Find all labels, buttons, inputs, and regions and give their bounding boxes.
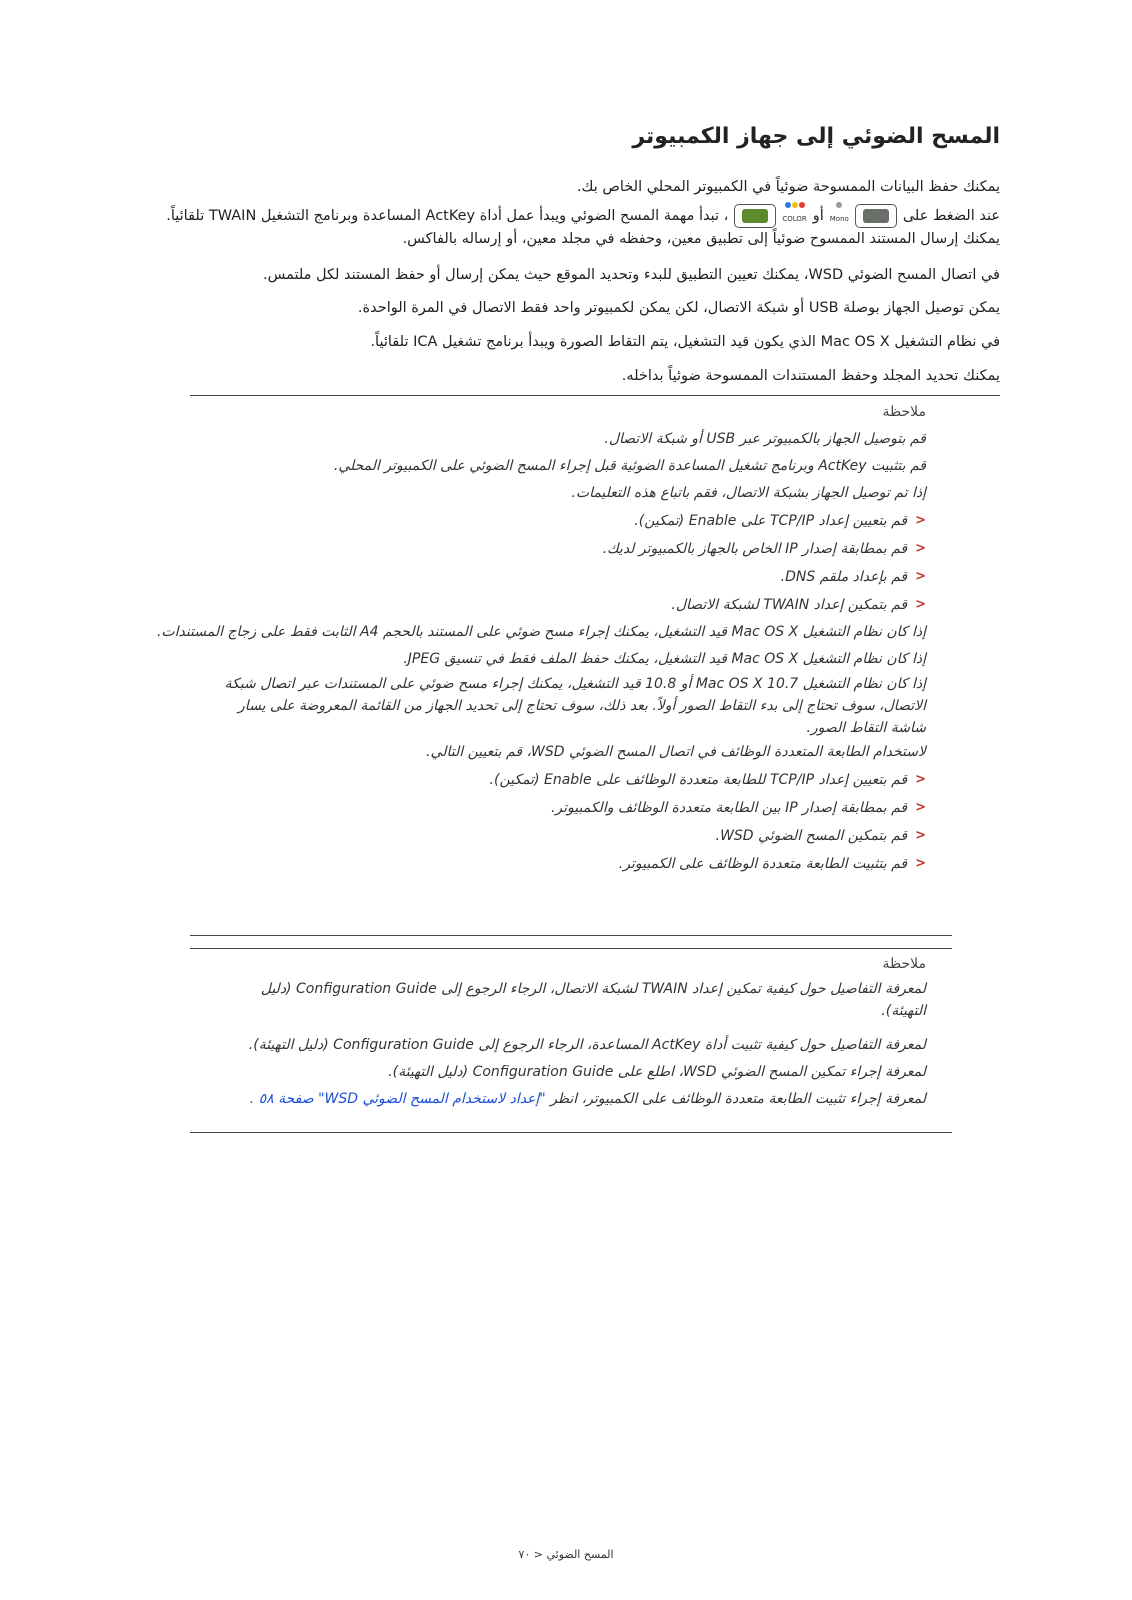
color-scan-button-icon xyxy=(734,204,776,228)
network-bullet-3: < قم بإعداد ملقم DNS. xyxy=(182,563,926,591)
note-section xyxy=(156,404,926,878)
note-line-1: قم بتوصيل الجهاز بالكمبيوتر عبر USB أو شبكة الاتصال. xyxy=(604,431,926,447)
divider-bottom xyxy=(190,1132,952,1133)
note-line-3: إذا تم توصيل الجهاز بشبكة الاتصال، فقم باتباع هذه التعليمات. xyxy=(571,485,926,501)
wsd-bullet-2: < قم بمطابقة إصدار IP بين الطابعة متعددة الوظائف والكمبيوتر. xyxy=(182,794,926,822)
note-mac-107-line-3: شاشة التقاط الصور. xyxy=(806,720,926,736)
intro-paragraph-3: يمكنك إرسال المستند الممسوح ضوئياً إلى تطبيق معين، وحفظه في مجلد معين، أو إرساله بالفاكس. xyxy=(402,231,1000,247)
wsd-bullet-4: < قم بتثبيت الطابعة متعددة الوظائف على الكمبيوتر. xyxy=(182,850,926,878)
wsd-setup-link[interactable]: "إعداد لاستخدام المسح الضوئي WSD" صفحة ٥٨ . xyxy=(249,1091,546,1107)
chevron-bullet-icon: < xyxy=(915,772,926,787)
intro-p2-end: ، تبدأ مهمة المسح الضوئي ويبدأ عمل أداة ActKey المساعدة وبرنامج التشغيل TWAIN تلقائياً. xyxy=(166,208,729,224)
note-mac-a4: إذا كان نظام التشغيل Mac OS X قيد التشغيل، يمكنك إجراء مسح ضوئي على المستند بالحجم A4 الثابت فقط على زجاج المستندات. xyxy=(156,624,926,640)
divider-middle-2 xyxy=(190,948,952,949)
intro-paragraph-1: يمكنك حفظ البيانات الممسوحة ضوئياً في الكمبيوتر المحلي الخاص بك. xyxy=(576,179,1000,195)
chevron-bullet-icon: < xyxy=(915,513,926,528)
chevron-bullet-icon: < xyxy=(915,597,926,612)
memo-line-1a: لمعرفة التفاصيل حول كيفية تمكين إعداد TWAIN لشبكة الاتصال، الرجاء الرجوع إلى Configuration Guide (دليل xyxy=(260,981,926,997)
wsd-bullet-3: < قم بتمكين المسح الضوئي WSD. xyxy=(182,822,926,850)
divider-middle-1 xyxy=(190,935,952,936)
memo-line-2: لمعرفة التفاصيل حول كيفية تثبيت أداة ActKey المساعدة، الرجاء الرجوع إلى Configuration Guide (دليل التهيئة). xyxy=(248,1037,926,1053)
note-line-2: قم بتثبيت ActKey وبرنامج تشغيل المساعدة الضوئية قبل إجراء المسح الضوئي على الكمبيوتر المحلي. xyxy=(333,458,926,474)
note-mac-107-line-2: الاتصال، سوف تحتاج إلى بدء التقاط الصور أولاً. بعد ذلك، سوف تحتاج إلى تحديد الجهاز من القائمة المعروضة على يسار xyxy=(238,698,926,714)
note-heading: ملاحظة xyxy=(882,404,926,420)
memo-section xyxy=(182,956,926,1113)
intro-p2-or: أو xyxy=(812,208,824,224)
chevron-bullet-icon: < xyxy=(915,569,926,584)
network-bullet-4: < قم بتمكين إعداد TWAIN لشبكة الاتصال. xyxy=(182,591,926,619)
note-wsd-intro: لاستخدام الطابعة المتعددة الوظائف في اتصال المسح الضوئي WSD، قم بتعيين التالي. xyxy=(426,744,926,760)
divider-top xyxy=(190,395,1000,396)
wsd-paragraph: في اتصال المسح الضوئي WSD، يمكنك تعيين التطبيق للبدء وتحديد الموقع حيث يمكن إرسال أو حفظ المستند لكل ملتمس. xyxy=(262,267,1000,283)
chevron-bullet-icon: < xyxy=(915,828,926,843)
note-mac-107-line-1: إذا كان نظام التشغيل Mac OS X 10.7 أو 10.8 قيد التشغيل، يمكنك إجراء مسح ضوئي على المستندات عبر اتصال شبكة xyxy=(224,676,926,692)
chevron-bullet-icon: < xyxy=(915,541,926,556)
folder-paragraph: يمكنك تحديد المجلد وحفظ المستندات الممسوحة ضوئياً بداخله. xyxy=(621,368,1000,384)
intro-paragraph-2 xyxy=(130,202,1000,230)
memo-heading: ملاحظة xyxy=(882,956,926,972)
color-caption: COLOR xyxy=(782,202,806,230)
chevron-bullet-icon: < xyxy=(915,856,926,871)
page-footer xyxy=(0,1548,1132,1561)
network-bullet-2: < قم بمطابقة إصدار IP الخاص بالجهاز بالكمبيوتر لديك. xyxy=(182,535,926,563)
wsd-bullet-1: < قم بتعيين إعداد TCP/IP للطابعة متعددة الوظائف على Enable (تمكين). xyxy=(182,766,926,794)
page-title: المسح الضوئي إلى جهاز الكمبيوتر xyxy=(632,124,1000,149)
note-mac-jpeg: إذا كان نظام التشغيل Mac OS X قيد التشغيل، يمكنك حفظ الملف فقط في تنسيق JPEG. xyxy=(403,651,926,667)
memo-line-1b: التهيئة). xyxy=(881,1003,926,1019)
footer-label: المسح الضوئي xyxy=(546,1548,614,1561)
memo-line-4 xyxy=(182,1086,926,1113)
mono-scan-button-icon xyxy=(855,204,897,228)
page-number: ٧٠ xyxy=(518,1548,531,1561)
network-bullet-1: < قم بتعيين إعداد TCP/IP على Enable (تمكين). xyxy=(182,507,926,535)
mono-caption: Mono xyxy=(830,202,849,230)
memo-line-4-text: لمعرفة إجراء تثبيت الطابعة متعددة الوظائف على الكمبيوتر، انظر xyxy=(550,1091,926,1107)
usb-paragraph: يمكن توصيل الجهاز بوصلة USB أو شبكة الاتصال، لكن يمكن لكمبيوتر واحد فقط الاتصال في المرة الواحدة. xyxy=(357,300,1000,316)
chevron-bullet-icon: < xyxy=(915,800,926,815)
mac-paragraph: في نظام التشغيل Mac OS X الذي يكون قيد التشغيل، يتم التقاط الصورة ويبدأ برنامج تشغيل ICA تلقائياً. xyxy=(370,334,1000,350)
memo-line-3: لمعرفة إجراء تمكين المسح الضوئي WSD، اطلع على Configuration Guide (دليل التهيئة). xyxy=(388,1064,926,1080)
footer-separator: < xyxy=(533,1548,543,1561)
intro-p2-start: عند الضغط على xyxy=(902,208,1000,224)
